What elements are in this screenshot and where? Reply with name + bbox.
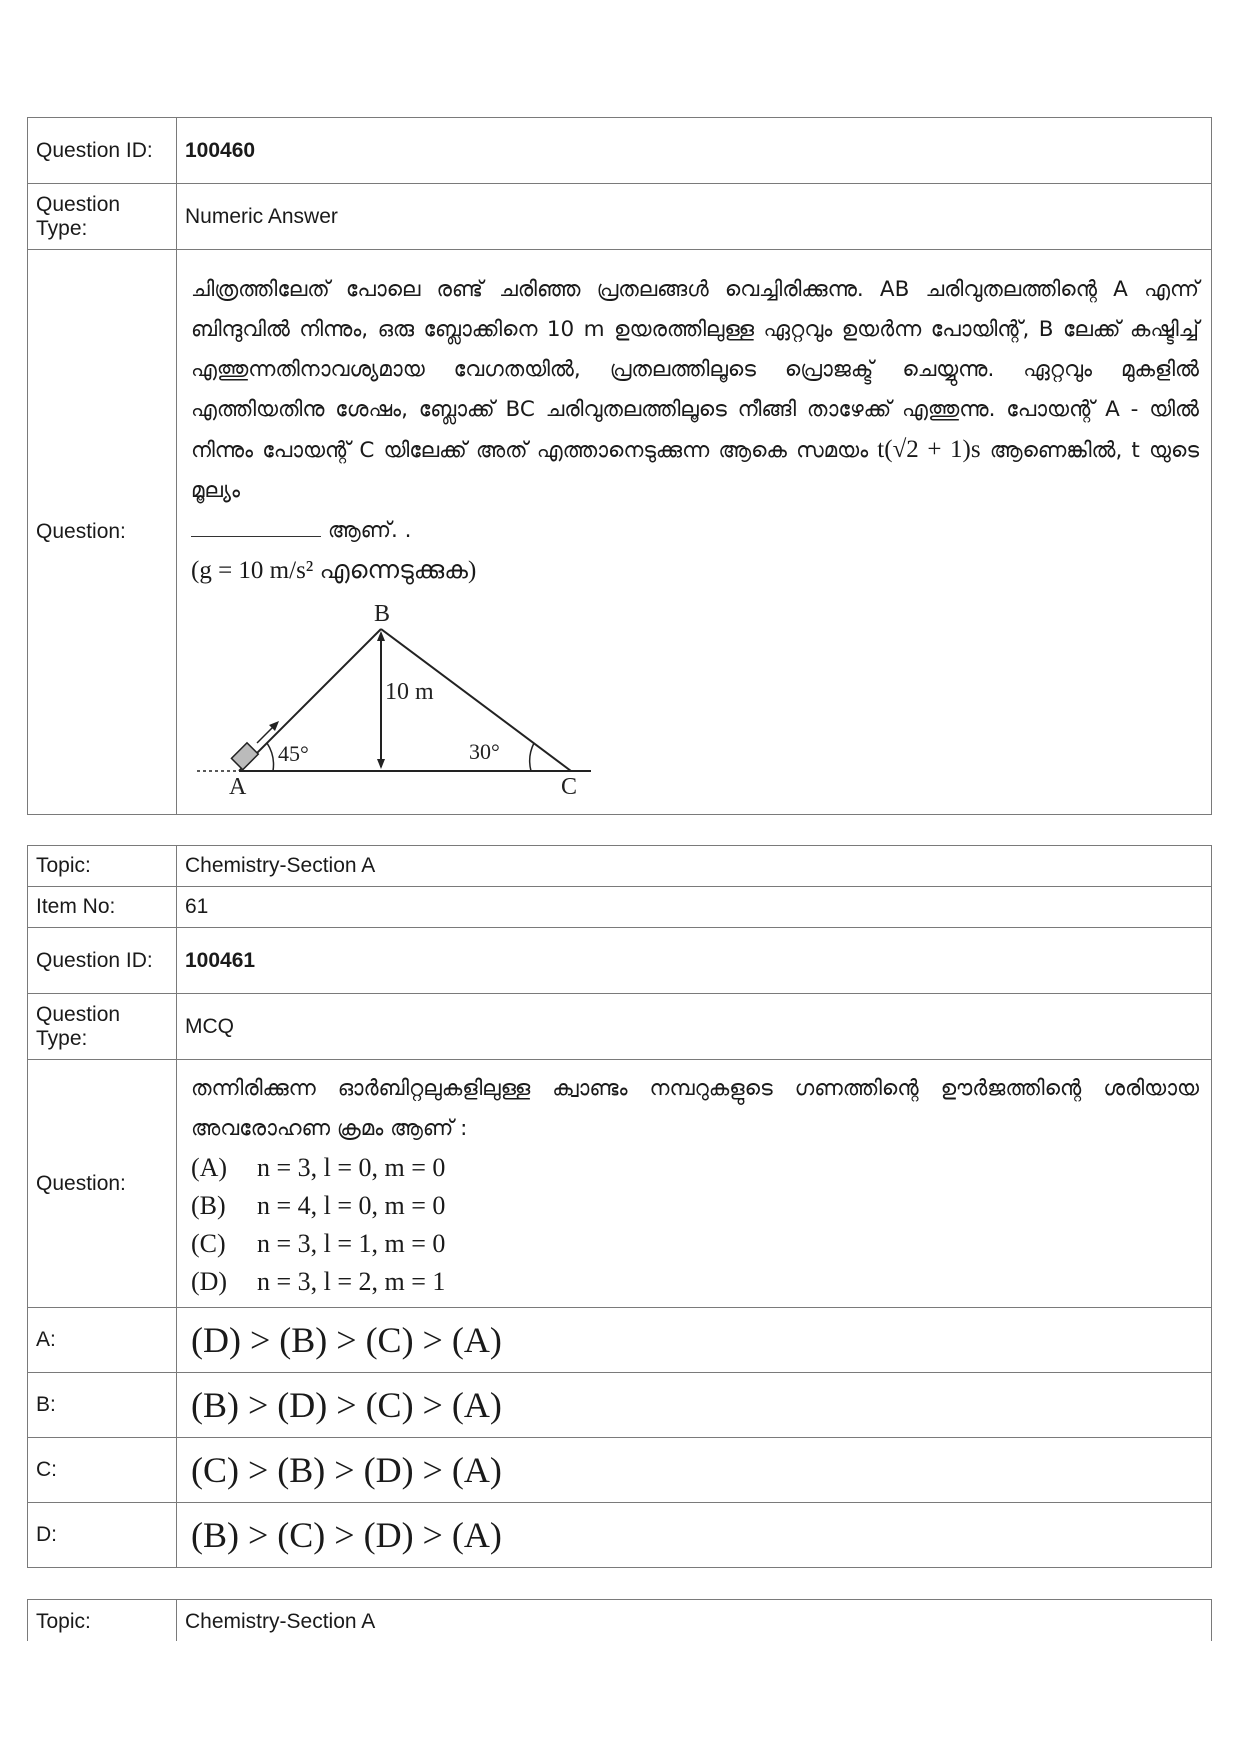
answer-label: D:	[28, 1503, 177, 1568]
angle-label-30: 30°	[469, 738, 500, 764]
height-arrow-bottom	[377, 759, 385, 769]
option-c	[191, 1225, 1199, 1263]
height-label: 10 m	[385, 678, 434, 705]
answer-label: A:	[28, 1308, 177, 1373]
answer-row-b	[28, 1373, 1212, 1438]
option-key: (B)	[191, 1190, 226, 1220]
question-type-row	[28, 184, 1212, 250]
time-formula: t(√2 + 1)s	[877, 435, 981, 463]
question-type-label: Question Type:	[28, 994, 177, 1060]
question-id-row	[28, 118, 1212, 184]
answer-label: B:	[28, 1373, 177, 1438]
label-b: B	[374, 600, 391, 627]
option-value: n = 3, l = 2, m = 1	[257, 1266, 446, 1296]
question-label: Question:	[28, 250, 177, 815]
question-text-cont: ആണെങ്കിൽ, t യുടെ മൂല്യം	[191, 437, 1199, 503]
option-key: (A)	[191, 1152, 228, 1182]
option-value: n = 3, l = 0, m = 0	[257, 1152, 446, 1182]
option-key: (C)	[191, 1228, 226, 1258]
topic-value: Chemistry-Section A	[177, 846, 1212, 887]
gravity-note: (g = 10 m/s² എന്നെടുക്കുക)	[191, 556, 477, 584]
incline-ab	[239, 629, 381, 771]
answer-row-d	[28, 1503, 1212, 1568]
question-id-label: Question ID:	[28, 928, 177, 994]
question-text: തന്നിരിക്കുന്ന ഓർബിറ്റലുകളിലുള്ള ക്വാണ്ടം നമ്പറുകളുടെ ഗണത്തിന്റെ ഊർജത്തിന്റെ ശരിയായ അവരോഹണ ക്രമം ആണ് :	[191, 1075, 1199, 1141]
question-body	[177, 250, 1212, 815]
option-d	[191, 1263, 1199, 1301]
block	[231, 742, 258, 769]
question-row	[28, 250, 1212, 815]
item-no-value: 61	[177, 887, 1212, 928]
question-id-row	[28, 928, 1212, 994]
label-c: C	[561, 773, 578, 797]
option-value: n = 4, l = 0, m = 0	[257, 1190, 446, 1220]
question-row	[28, 1060, 1212, 1308]
item-no-row	[28, 887, 1212, 928]
question-id-label: Question ID:	[28, 118, 177, 184]
answer-label: C:	[28, 1438, 177, 1503]
item-no-label: Item No:	[28, 887, 177, 928]
question-id-value: 100460	[177, 118, 1212, 184]
question-label: Question:	[28, 1060, 177, 1308]
question-type-value: Numeric Answer	[177, 184, 1212, 250]
angle-label-45: 45°	[278, 740, 309, 766]
question-body	[177, 1060, 1212, 1308]
question-type-row	[28, 994, 1212, 1060]
answer-value: (C) > (B) > (D) > (A)	[177, 1438, 1212, 1503]
question-id-value: 100461	[177, 928, 1212, 994]
question-table-100460	[27, 117, 1212, 815]
option-a	[191, 1149, 1199, 1187]
question-table-100461	[27, 845, 1212, 1568]
question-type-value: MCQ	[177, 994, 1212, 1060]
answer-value: (B) > (D) > (C) > (A)	[177, 1373, 1212, 1438]
angle-arc-30	[530, 743, 534, 771]
topic-row	[28, 1600, 1212, 1642]
topic-label: Topic:	[28, 846, 177, 887]
answer-value: (D) > (B) > (C) > (A)	[177, 1308, 1212, 1373]
answer-value: (B) > (C) > (D) > (A)	[177, 1503, 1212, 1568]
question-paragraph	[191, 270, 1199, 551]
answer-row-c	[28, 1438, 1212, 1503]
question-type-label: Question Type:	[28, 184, 177, 250]
inclined-planes-diagram	[191, 597, 611, 797]
topic-value: Chemistry-Section A	[177, 1600, 1212, 1642]
answer-row-a	[28, 1308, 1212, 1373]
angle-arc-45	[267, 743, 273, 771]
option-list	[191, 1149, 1199, 1301]
option-b	[191, 1187, 1199, 1225]
next-question-fragment	[27, 1599, 1212, 1641]
topic-row	[28, 846, 1212, 887]
label-a: A	[229, 773, 247, 797]
answer-blank	[191, 512, 321, 537]
option-value: n = 3, l = 1, m = 0	[257, 1228, 446, 1258]
question-table-next	[27, 1599, 1212, 1641]
option-key: (D)	[191, 1266, 228, 1296]
topic-label: Topic:	[28, 1600, 177, 1642]
question-text: ചിത്രത്തിലേത് പോലെ രണ്ട് ചരിഞ്ഞ പ്രതലങ്ങൾ വെച്ചിരിക്കുന്നു. AB ചരിവുതലത്തിന്റെ A എന്ന് ബിന്ദുവിൽ നിന്നും, ഒരു ബ്ലോക്കിനെ 10 m ഉയരത്തിലുള്ള ഏറ്റവും ഉയർന്ന പോയിന്റ്, B ലേക്ക് കഷ്ടിച്ച് എത്തുന്നതിനാവശ്യമായ വേഗതയിൽ, പ്രതലത്തിലൂടെ പ്രൊജക്ട് ചെയ്യുന്നു. ഏറ്റവും മുകളിൽ എത്തിയതിനു ശേഷം, ബ്ലോക്ക് BC ചരിവുതലത്തിലൂടെ നീങ്ങി താഴേക്ക് എത്തുന്നു. പോയന്റ് A - യിൽ നിന്നും പോയന്റ് C യിലേക്ക് അത് എത്താനെടുക്കുന്ന ആകെ സമയം	[191, 276, 1199, 463]
question-text-end: ആണ്. .	[327, 517, 412, 543]
